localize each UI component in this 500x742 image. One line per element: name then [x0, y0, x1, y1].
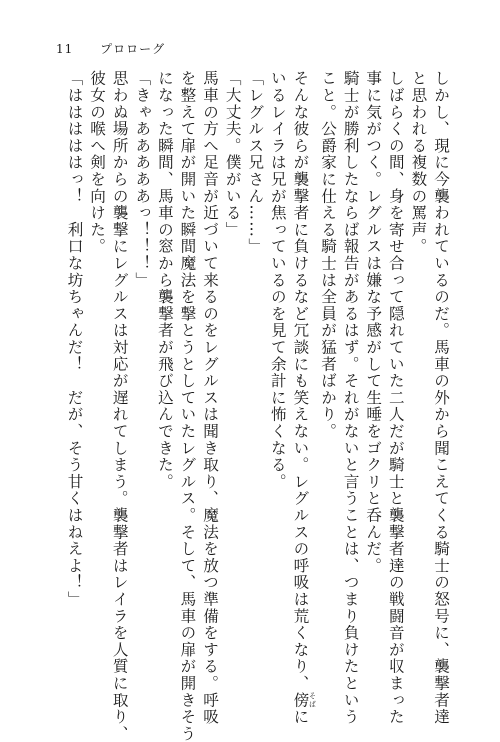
- chapter-title: プロローグ: [100, 42, 166, 56]
- text-line-11: 馬車の方へ足音が近づいて来るのをレグルスは聞き取り、魔法を放つ準備をする。呼吸: [201, 70, 220, 726]
- text-line-10: 「大丈夫。僕がいる」: [223, 70, 242, 238]
- text-line-6: こと。公爵家に仕える騎士は全員が猛者ばかり。: [319, 70, 338, 440]
- vertical-body-text: [42, 70, 452, 742]
- text-line-2: と思われる複数の罵声。: [409, 70, 428, 255]
- text-line-5: 騎士が勝利したならば報告があるはず。それがないと言うことは、つまり負けたという: [341, 70, 360, 726]
- text-line-7-tail: に: [291, 708, 310, 726]
- text-line-13: になった瞬間、馬車の窓から襲撃者が飛び込んできた。: [155, 70, 174, 490]
- ruby-word: [291, 691, 317, 709]
- text-line-3: しばらくの間、身を寄せ合って隠れていた二人だが騎士と襲撃者達の戦闘音が収まった: [386, 70, 405, 726]
- ruby-base: 傍: [291, 691, 310, 709]
- text-line-4: 事に気がつく。レグルスは嫌な予感がして生唾をゴクリと呑んだ。: [364, 70, 383, 574]
- text-line-15: 思わぬ場所からの襲撃にレグルスは対応が遅れてしまう。襲撃者はレイラを人質に取り、: [110, 70, 129, 742]
- text-line-12: を整えて扉が開いた瞬間魔法を撃とうとしていたレグルス。そして、馬車の扉が開きそう: [178, 70, 197, 742]
- text-line-14: 「きゃあああああっ！！！」: [133, 70, 152, 289]
- text-line-7: [289, 70, 317, 726]
- ruby-reading: そば: [308, 691, 317, 709]
- running-header: [56, 40, 165, 57]
- text-line-17: 「はははははっ！ 利口な坊ちゃんだ！ だが、そう甘くはねえよ！」: [65, 70, 84, 608]
- text-line-7-main: そんな彼らが襲撃者に負けるなど冗談にも笑えない。レグルスの呼吸は荒くなり、: [291, 70, 310, 692]
- text-line-1: しかし、現に今襲われているのだ。馬車の外から聞こえてくる騎士の怒号に、襲撃者達: [432, 70, 450, 726]
- text-line-16: 彼女の喉へ剣を向けた。: [88, 70, 107, 255]
- text-line-9: 「レグルス兄さん……」: [246, 70, 265, 255]
- text-line-8: いるレイラは兄が焦っているのを見て余計に怖くなる。: [268, 70, 287, 490]
- page-number: 11: [56, 42, 74, 56]
